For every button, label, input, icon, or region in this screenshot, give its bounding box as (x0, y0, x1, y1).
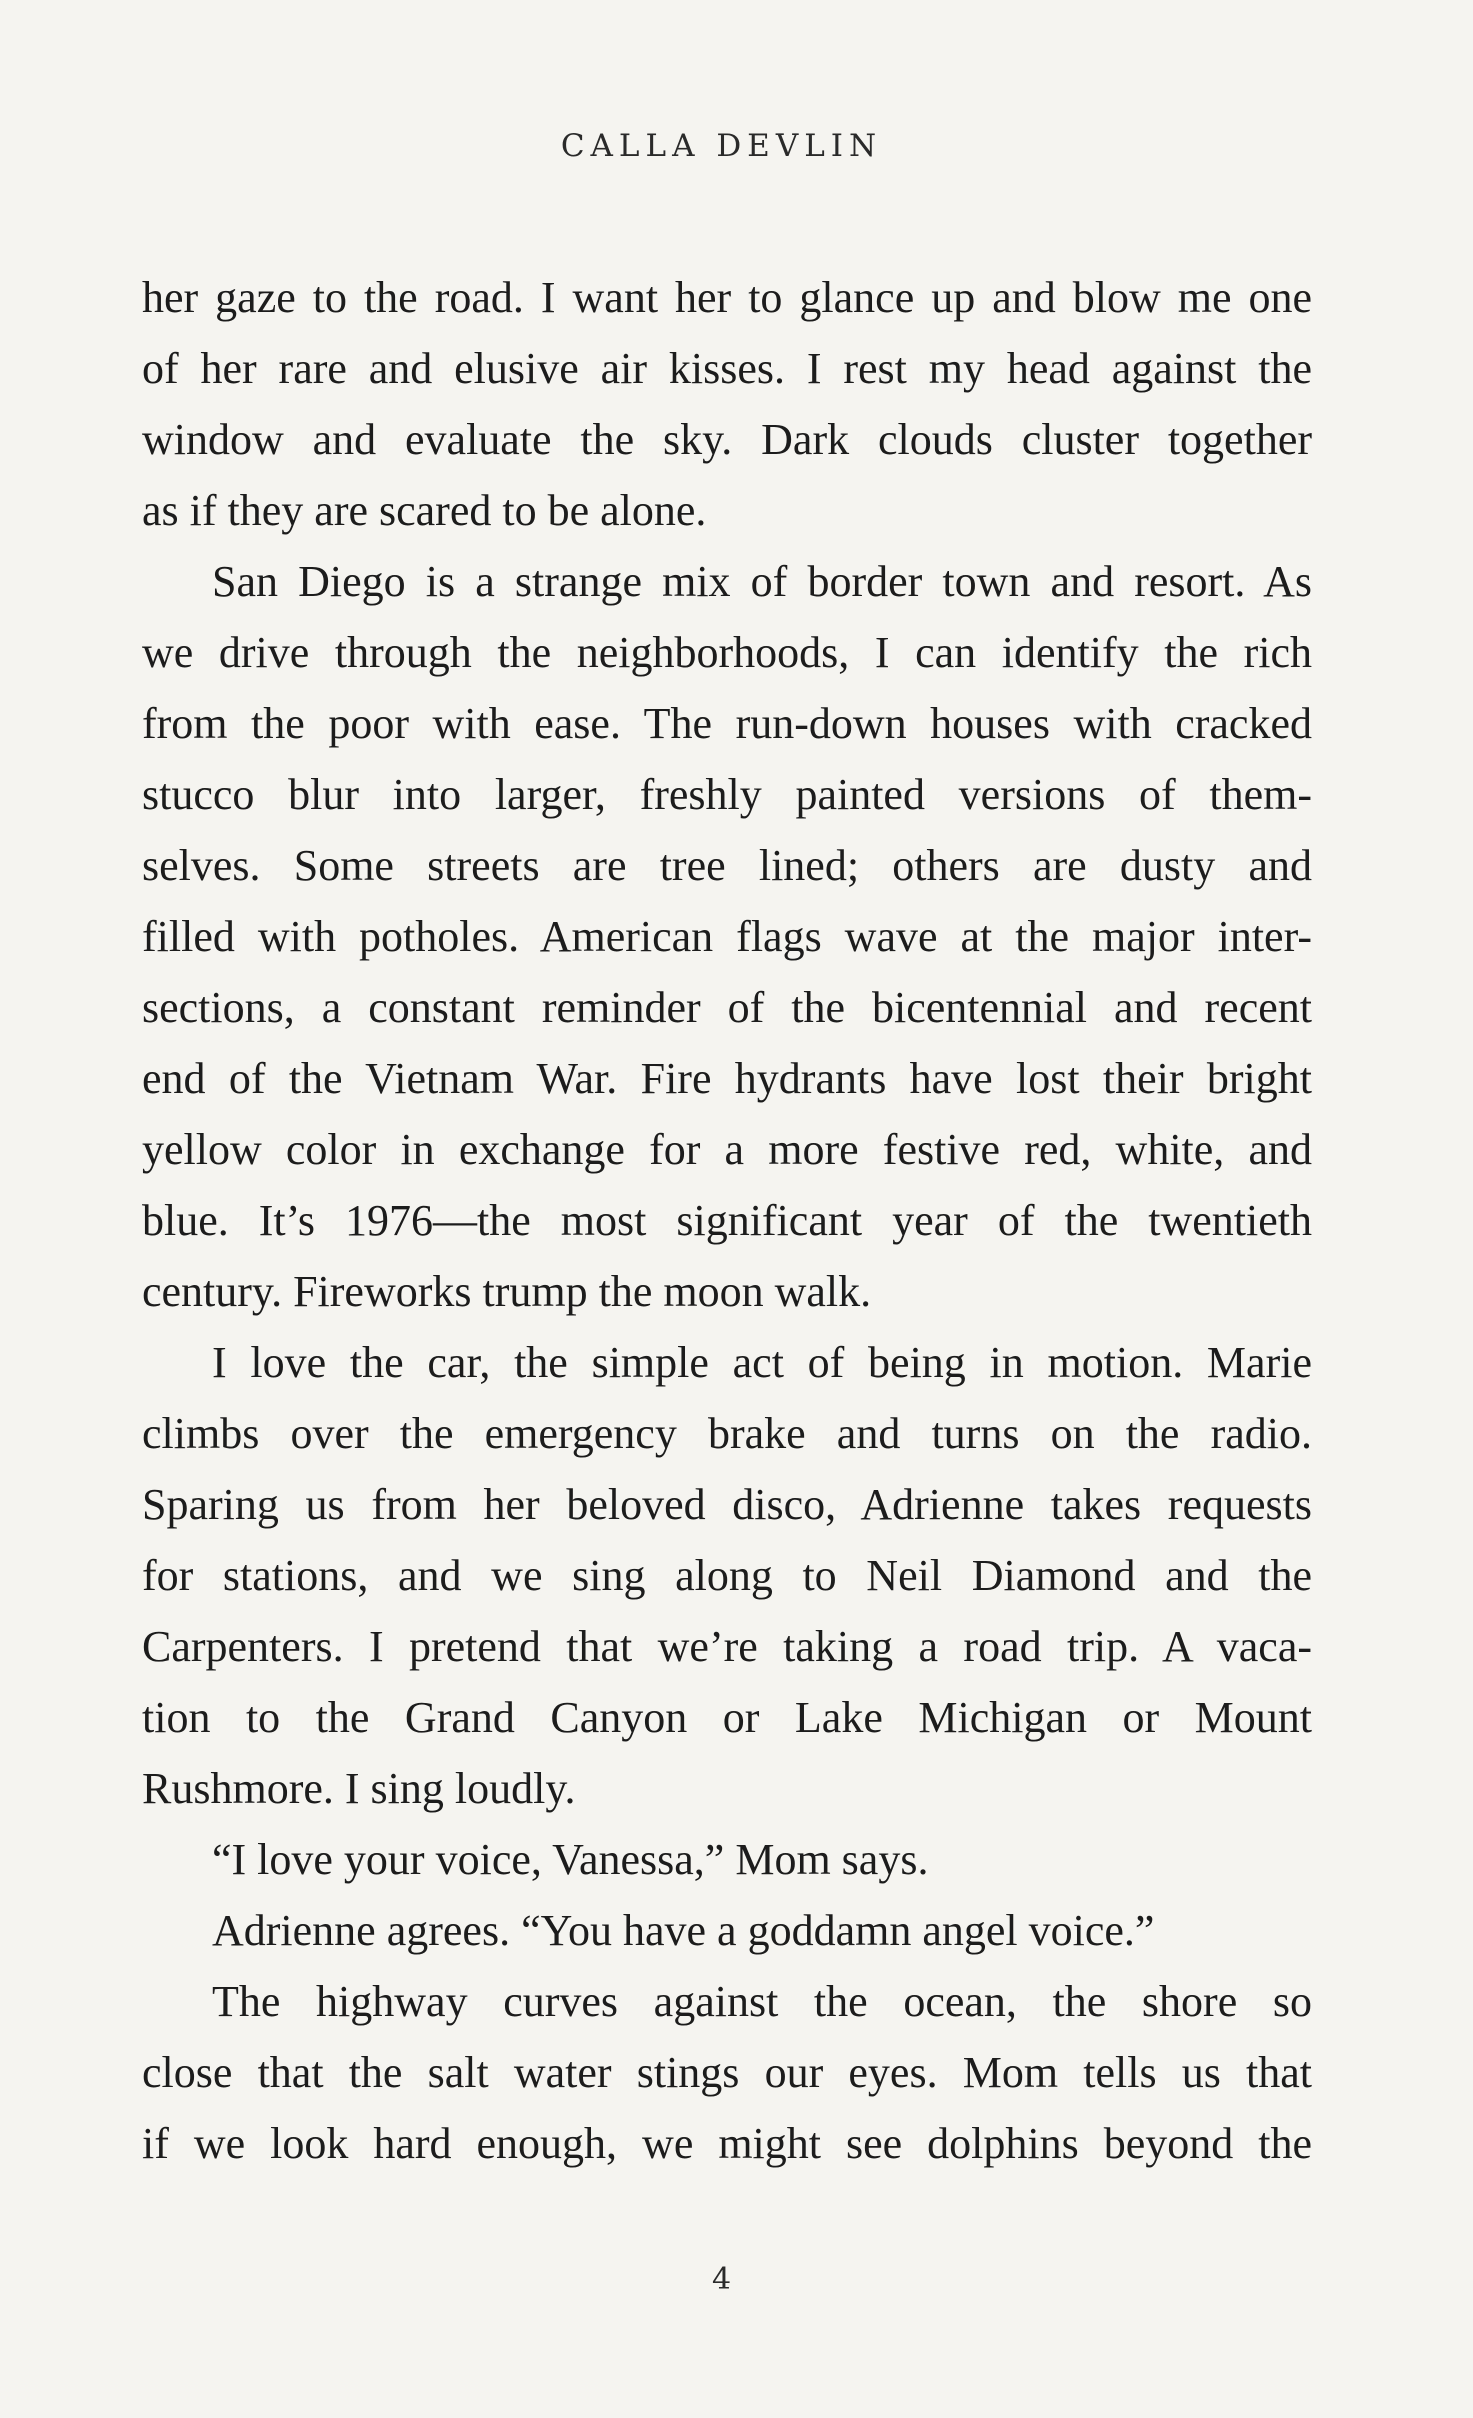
text-line: Rushmore. I sing loudly. (142, 1764, 576, 1813)
text-line: yellow color in exchange for a more festive red, white, and (142, 1125, 1312, 1174)
text-line: we drive through the neighborhoods, I can identify the rich (142, 628, 1312, 677)
page-number: 4 (711, 2262, 732, 2297)
text-line: filled with potholes. American flags wave at the major inter- (142, 912, 1312, 961)
text-line: century. Fireworks trump the moon walk. (142, 1267, 872, 1316)
text-line: The highway curves against the ocean, the shore so (212, 1977, 1312, 2026)
text-line: I love the car, the simple act of being in motion. Marie (212, 1338, 1312, 1387)
text-line: her gaze to the road. I want her to glance up and blow me one (142, 273, 1312, 322)
text-line: sections, a constant reminder of the bicentennial and recent (142, 983, 1312, 1032)
text-line: window and evaluate the sky. Dark clouds cluster together (142, 415, 1312, 464)
text-line: Sparing us from her beloved disco, Adrienne takes requests (142, 1480, 1312, 1529)
text-line: close that the salt water stings our eyes. Mom tells us that (142, 2048, 1312, 2097)
text-line: stucco blur into larger, freshly painted versions of them- (142, 770, 1312, 819)
text-line: climbs over the emergency brake and turns on the radio. (142, 1409, 1312, 1458)
text-line: tion to the Grand Canyon or Lake Michigan or Mount (142, 1693, 1312, 1742)
text-line: as if they are scared to be alone. (142, 486, 707, 535)
text-line: blue. It’s 1976—the most significant year of the twentieth (142, 1196, 1312, 1245)
text-line: selves. Some streets are tree lined; others are dusty and (142, 841, 1312, 890)
text-line: if we look hard enough, we might see dolphins beyond the (142, 2119, 1312, 2168)
text-line: end of the Vietnam War. Fire hydrants have lost their bright (142, 1054, 1312, 1103)
body-text (142, 262, 1312, 2179)
text-line: from the poor with ease. The run-down houses with cracked (142, 699, 1312, 748)
text-line: Adrienne agrees. “You have a goddamn angel voice.” (212, 1906, 1155, 1955)
text-line: Carpenters. I pretend that we’re taking a road trip. A vaca- (142, 1622, 1312, 1671)
text-line: San Diego is a strange mix of border town and resort. As (212, 557, 1312, 606)
running-head: CALLA DEVLIN (560, 128, 883, 164)
text-line: of her rare and elusive air kisses. I rest my head against the (142, 344, 1312, 393)
text-line: for stations, and we sing along to Neil Diamond and the (142, 1551, 1312, 1600)
text-line: “I love your voice, Vanessa,” Mom says. (212, 1835, 929, 1884)
